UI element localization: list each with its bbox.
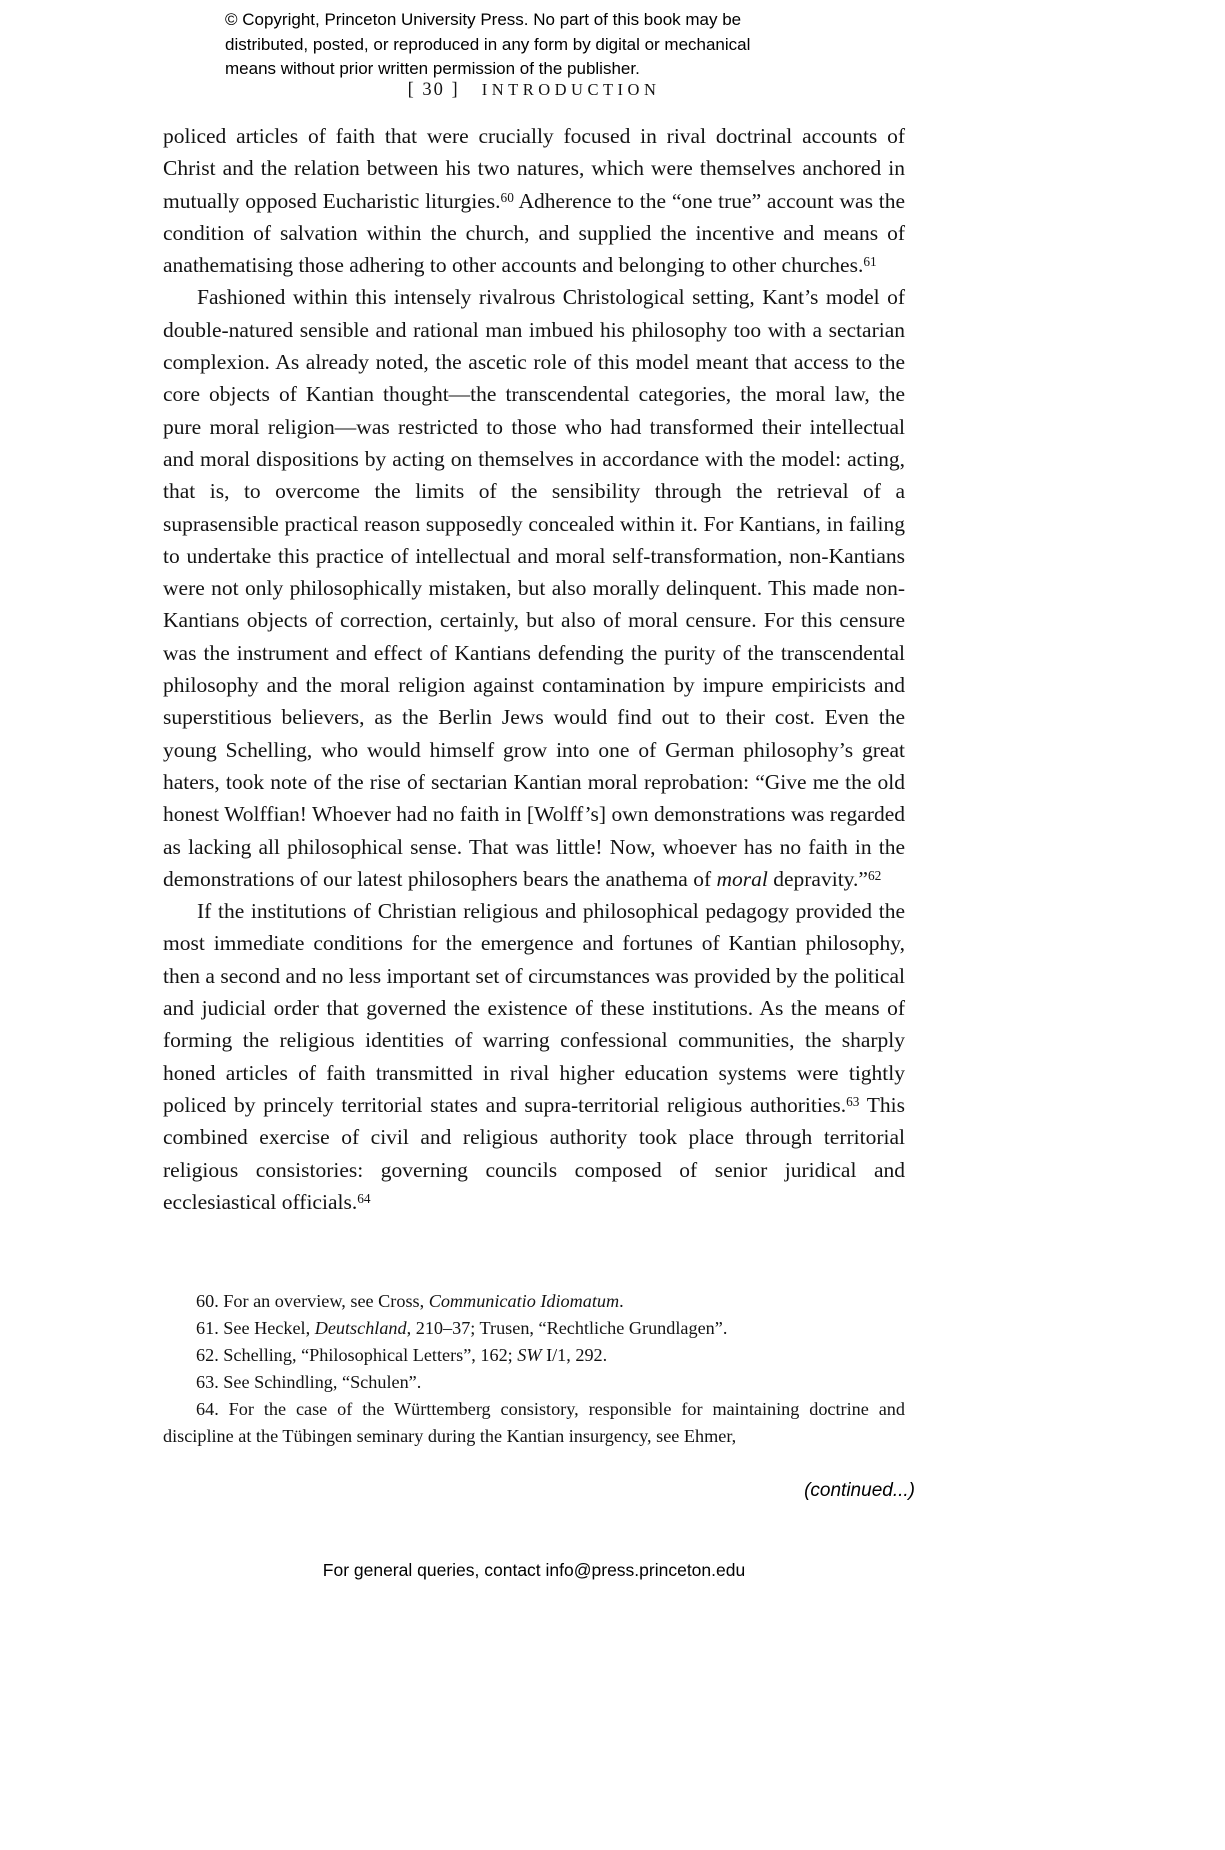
footnote-62: 62. Schelling, “Philosophical Letters”, 162; SW I/1, 292. — [196, 1345, 608, 1365]
footnote-61: 61. See Heckel, Deutschland, 210–37; Trusen, “Rechtliche Grundlagen”. — [196, 1318, 728, 1338]
copyright-line-3: means without prior written permission of the publisher. — [225, 59, 640, 78]
footnote-63: 63. See Schindling, “Schulen”. — [196, 1372, 422, 1392]
body-paragraph-1: policed articles of faith that were crucially focused in rival doctrinal accounts of Christ and the relation between his two natures, which were themselves anchored in mutually opposed Eucharistic liturgies.$^{60}$ Adherence to the “one true” account was the condition of salvation within the church, and supplied the incentive and means of anathematising those adhering to other accounts and belonging to other churches.$^{61}$ — [163, 124, 905, 278]
copyright-notice — [225, 8, 750, 82]
footnote-64: 64. For the case of the Württemberg consistory, responsible for maintaining doctrine and discipline at the Tübingen seminary during the Kantian insurgency, see Ehmer, — [163, 1399, 905, 1446]
copyright-line-1: © Copyright, Princeton University Press. No part of this book may be — [225, 10, 742, 29]
running-head — [163, 80, 905, 101]
body-paragraph-3: If the institutions of Christian religious and philosophical pedagogy provided the most immediate conditions for the emergence and fortunes of Kantian philosophy, then a second and no less important set of circumstances was provided by the political and judicial order that governed the existence of these institutions. As the means of forming the religious identities of warring confessional communities, the sharply honed articles of faith transmitted in rival higher education systems were tightly policed by princely territorial states and supra-territorial religious authorities.$^{63}$ This combined exercise of civil and religious authority took place through territorial religious consistories: governing councils composed of senior juridical and ecclesiastical officials.$^{64}$ — [163, 899, 905, 1214]
page-body — [163, 120, 905, 1218]
copyright-line-2: distributed, posted, or reproduced in any form by digital or mechanical — [225, 34, 751, 54]
continued-marker: (continued...) — [804, 1480, 915, 1501]
section-title: INTRODUCTION — [481, 80, 661, 99]
page-number: [ 30 ] — [407, 80, 460, 100]
footnote-60: 60. For an overview, see Cross, Communicatio Idiomatum. — [196, 1291, 624, 1311]
footnotes-block — [163, 1288, 905, 1450]
footer-query-line: For general queries, contact info@press.princeton.edu — [322, 1560, 746, 1580]
body-paragraph-2: Fashioned within this intensely rivalrous Christological setting, Kant’s model of double-natured sensible and rational man imbued his philosophy too with a sectarian complexion. As already noted, the ascetic role of this model meant that access to the core objects of Kantian thought—the transcendental categories, the moral law, the pure moral religion—was restricted to those who had transformed their intellectual and moral dispositions by acting on themselves in accordance with the model: acting, that is, to overcome the limits of the sensibility through the retrieval of a suprasensible practical reason supposedly concealed within it. For Kantians, in failing to undertake this practice of intellectual and moral self-transformation, non-Kantians were not only philosophically mistaken, but also morally delinquent. This made non-Kantians objects of correction, certainly, but also of moral censure. For this censure was the instrument and effect of Kantians defending the purity of the transcendental philosophy and the moral religion against contamination by impure empiricists and superstitious believers, as the Berlin Jews would find out to their cost. Even the young Schelling, who would himself grow into one of German philosophy’s great haters, took note of the rise of sectarian Kantian moral reprobation: “Give me the old honest Wolffian! Whoever had no faith in [Wolff’s] own demonstrations was regarded as lacking all philosophical sense. That was little! Now, whoever has no faith in the demonstrations of our latest philosophers bears the anathema of moral depravity.”$^{62}$ — [163, 285, 905, 891]
